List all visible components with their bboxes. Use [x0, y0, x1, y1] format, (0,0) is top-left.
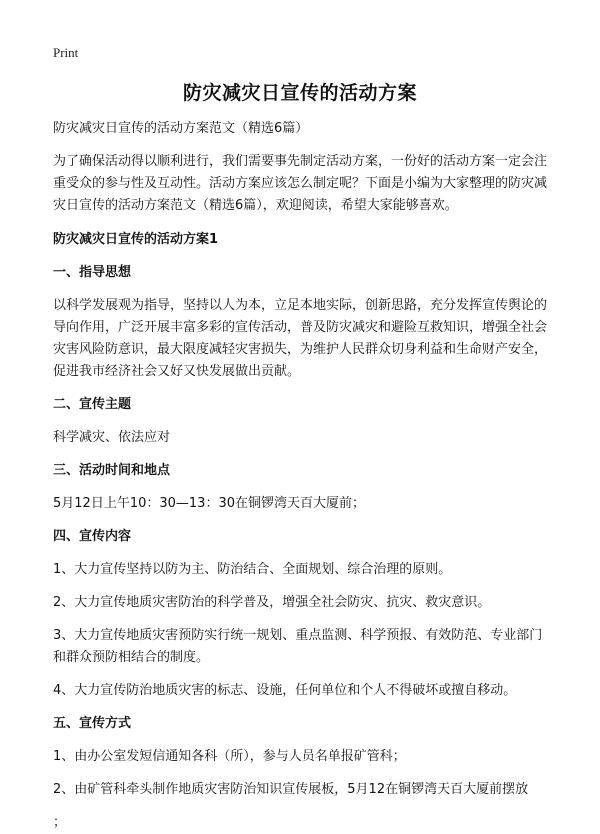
method-item-1: 1、由办公室发短信通知各科（所），参与人员名单报矿管科；	[53, 749, 406, 764]
heading-theme: 二、宣传主题	[53, 397, 132, 412]
guiding-ideology-text: 以科学发展观为指导，坚持以人为本，立足本地实际，创新思路，充分发挥宣传舆论的导向作用，广泛开展丰富多彩的宣传活动，普及防灾减灾和避险互救知识，增强全社会灾害风险防意识，最大限度减轻灾害损失，为维护人民群众切身利益和生命财产安全，促进我市经济社会又好又快发展做出贡献。	[53, 298, 548, 379]
document-body	[53, 118, 553, 834]
method-item-2-tail: ；	[53, 815, 67, 830]
theme-text: 科学减灾、依法应对	[53, 430, 171, 445]
content-item-3: 3、大力宣传地质灾害预防实行统一规划、重点监测、科学预报、有效防范、专业部门和群众预防相结合的制度。	[53, 628, 543, 665]
content-item-1: 1、大力宣传坚持以防为主、防治结合、全面规划、综合治理的原则。	[53, 562, 452, 577]
intro-paragraph: 为了确保活动得以顺利进行，我们需要事先制定活动方案，一份好的活动方案一定会注重受众的参与性及互动性。活动方案应该怎么制定呢？下面是小编为大家整理的防灾减灾日宣传的活动方案范文（精选6篇），欢迎阅读，希望大家能够喜欢。	[53, 154, 548, 213]
heading-content: 四、宣传内容	[53, 529, 132, 544]
document-subtitle: 防灾减灾日宣传的活动方案范文（精选6篇）	[53, 121, 309, 136]
method-item-2: 2、由矿管科牵头制作地质灾害防治知识宣传展板，5月12在铜锣湾天百大厦前摆放	[53, 782, 529, 797]
heading-guiding-ideology: 一、指导思想	[53, 265, 132, 280]
print-label: Print	[53, 45, 79, 60]
heading-method: 五、宣传方式	[53, 716, 132, 731]
content-item-4: 4、大力宣传防治地质灾害的标志、设施，任何单位和个人不得破坏或擅自移动。	[53, 683, 517, 698]
content-item-2: 2、大力宣传地质灾害防治的科学普及，增强全社会防灾、抗灾、救灾意识。	[53, 595, 491, 610]
section-heading: 防灾减灾日宣传的活动方案1	[53, 232, 219, 247]
page-title: 防灾减灾日宣传的活动方案	[182, 82, 417, 104]
heading-time-place: 三、活动时间和地点	[53, 463, 171, 478]
time-place-text: 5月12日上午10：30—13：30在铜锣湾天百大厦前；	[53, 496, 365, 511]
